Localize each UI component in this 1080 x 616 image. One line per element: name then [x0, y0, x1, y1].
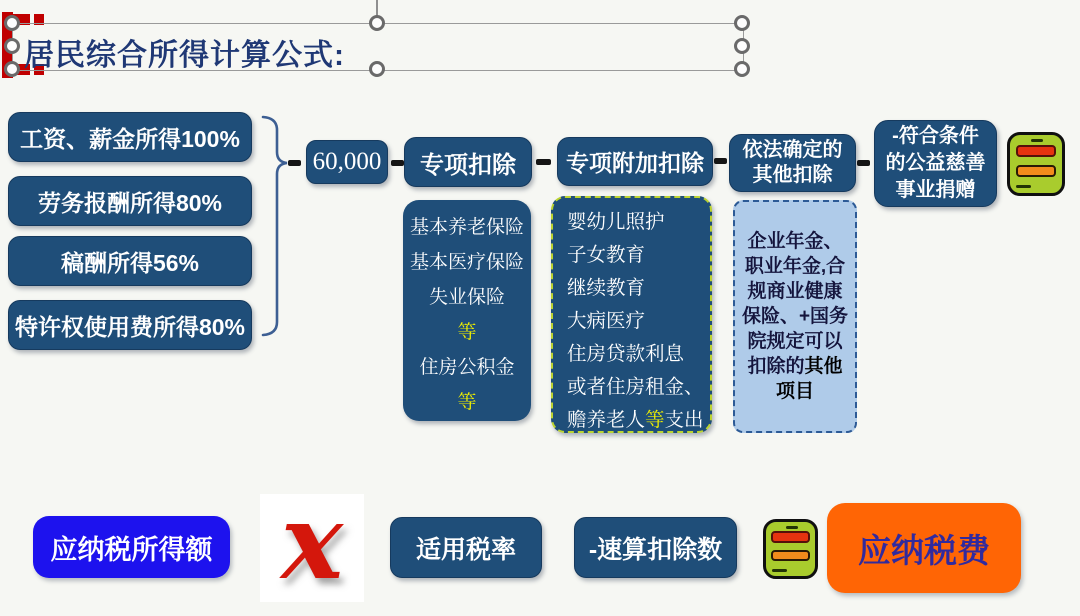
other-deduction-label-line1: 依法确定的	[742, 139, 843, 161]
quick-deduction-box[interactable]	[574, 517, 737, 578]
income-box-label: 劳务报酬所得80%	[37, 189, 223, 216]
brace-icon	[253, 108, 297, 344]
selection-handle[interactable]	[734, 15, 750, 31]
multiply-glyph: x	[280, 479, 343, 603]
income-box-label: 稿酬所得56%	[60, 249, 200, 276]
list-item: 继续教育	[567, 277, 646, 299]
additional-deduction-box[interactable]	[557, 137, 713, 186]
special-deduction-box[interactable]	[404, 137, 532, 187]
list-item: 子女教育	[567, 244, 646, 266]
other-deduction-note[interactable]	[733, 200, 857, 433]
minus-sign	[714, 158, 727, 164]
income-box-manuscript[interactable]	[8, 236, 252, 286]
multiply-icon[interactable]	[256, 479, 368, 603]
taxable-income-box[interactable]	[33, 516, 230, 578]
threshold-box[interactable]	[306, 140, 388, 184]
equals-icon[interactable]	[763, 519, 818, 579]
income-box-wages[interactable]	[8, 112, 252, 162]
list-item: 婴幼儿照护	[567, 211, 665, 233]
minus-sign	[536, 159, 551, 165]
note-text: 企业年金、职业年金,合规商业健康保险、+国务院规定可以扣除的其他项目	[741, 231, 849, 402]
other-deduction-box[interactable]	[729, 134, 856, 192]
equals-icon-detail	[786, 526, 798, 529]
minus-sign	[288, 160, 301, 166]
equals-icon-detail	[1016, 185, 1031, 188]
additional-deduction-label: 专项附加扣除	[566, 150, 704, 176]
income-box-label: 工资、薪金所得100%	[20, 125, 240, 152]
income-box-royalty[interactable]	[8, 300, 252, 350]
list-item: 大病医疗	[567, 310, 646, 332]
equals-bar-red	[771, 531, 809, 542]
equals-bar-red	[1016, 145, 1057, 157]
selection-handle[interactable]	[734, 61, 750, 77]
list-item: 住房贷款利息	[567, 343, 685, 365]
tax-rate-box[interactable]	[390, 517, 542, 578]
taxable-income-label: 应纳税所得额	[50, 534, 213, 565]
list-item: 失业保险	[428, 287, 505, 308]
tax-rate-label: 适用税率	[415, 535, 516, 564]
tax-payable-box[interactable]	[827, 503, 1021, 593]
minus-sign	[857, 160, 870, 166]
list-item: 等	[457, 392, 477, 413]
donation-label-line1: -符合条件	[892, 125, 979, 147]
list-item: 等	[457, 322, 477, 343]
list-item: 基本医疗保险	[409, 252, 524, 273]
list-item: 基本养老保险	[409, 217, 524, 238]
minus-sign	[391, 160, 404, 166]
special-deduction-label: 专项扣除	[420, 151, 516, 179]
selection-handle[interactable]	[734, 38, 750, 54]
selection-handle[interactable]	[4, 15, 20, 31]
donation-label-line2: 的公益慈善	[885, 152, 986, 174]
selection-handle[interactable]	[4, 61, 20, 77]
selection-handle[interactable]	[369, 61, 385, 77]
selection-handle[interactable]	[4, 38, 20, 54]
threshold-value: 60,000	[312, 148, 382, 175]
other-deduction-label-line2: 其他扣除	[752, 164, 833, 186]
quick-deduction-label: -速算扣除数	[588, 535, 723, 564]
equals-icon[interactable]	[1007, 132, 1065, 196]
additional-deduction-list[interactable]	[551, 196, 712, 433]
page-title: 居民综合所得计算公式:	[24, 39, 345, 72]
income-box-label: 特许权使用费所得80%	[14, 313, 246, 340]
equals-icon-detail	[772, 569, 787, 572]
equals-bar-orange	[771, 550, 809, 561]
equals-icon-detail	[1031, 139, 1043, 142]
equals-bar-orange	[1016, 165, 1057, 177]
special-deduction-list[interactable]	[403, 200, 531, 421]
list-item: 住房公积金	[419, 357, 515, 378]
income-box-labor[interactable]	[8, 176, 252, 226]
donation-label-line3: 事业捐赠	[895, 179, 976, 201]
selection-handle[interactable]	[369, 15, 385, 31]
donation-box[interactable]	[874, 120, 997, 207]
list-item: 或者住房租金、	[567, 376, 704, 398]
tax-payable-label: 应纳税费	[858, 531, 990, 569]
list-item: 赡养老人等支出	[567, 409, 704, 431]
